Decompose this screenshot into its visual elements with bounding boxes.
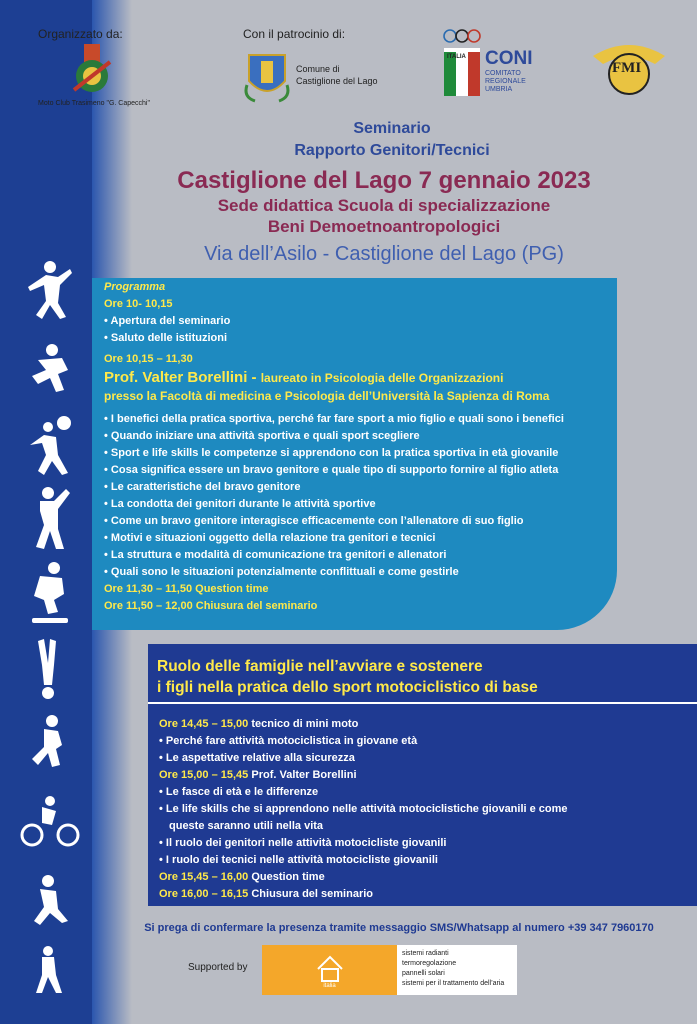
comune-crest-icon	[243, 45, 291, 105]
skier-silhouette-icon	[34, 875, 68, 925]
coni-title: CONI	[485, 48, 533, 69]
afternoon-divider	[148, 702, 697, 704]
afternoon-item: • Le life skills che si apprendono nelle attività motociclistiche giovanili e come	[159, 801, 689, 818]
afternoon-time4: Ore 16,00 – 16,15	[159, 888, 249, 900]
program-time4: Ore 11,50 – 12,00	[104, 600, 193, 612]
afternoon-time4-label: Chiusura del seminario	[251, 888, 374, 900]
comune-line1: Comune di	[296, 64, 340, 74]
topic-item: • Le caratteristiche del bravo genitore	[104, 479, 612, 496]
topic-item: • La condotta dei genitori durante le attività sportive	[104, 496, 612, 513]
title-beni: Beni Demoetnoantropologici	[267, 217, 501, 236]
program-item: • Apertura del seminario	[104, 313, 612, 330]
title-seminario: Seminario	[353, 120, 431, 137]
skater-silhouette-icon	[32, 344, 68, 392]
afternoon-time3: Ore 15,45 – 16,00	[159, 871, 249, 883]
afternoon-item-cont: queste saranno utili nella vita	[169, 820, 324, 832]
afternoon-time1: Ore 14,45 – 15,00	[159, 718, 249, 730]
confirm-text: Si prega di confermare la presenza tramite messaggio SMS/Whatsapp al numero +39 347 7960170	[144, 922, 654, 934]
afternoon-time2-label: Prof. Valter Borellini	[251, 769, 357, 781]
sponsor-line: pannelli solari	[402, 970, 445, 977]
program-heading: Programma	[104, 281, 166, 293]
afternoon-item: • Il ruolo dei genitori nelle attività motocicliste giovanili	[159, 835, 689, 852]
afternoon-time2: Ore 15,00 – 15,45	[159, 769, 249, 781]
sponsor-line: sistemi radianti	[402, 950, 449, 957]
sponsor-logo	[262, 945, 397, 995]
program-time2: Ore 10,15 – 11,30	[104, 353, 193, 365]
title-address: Via dell’Asilo - Castiglione del Lago (PG)	[204, 243, 564, 265]
cyclist-silhouette-icon	[22, 796, 78, 845]
organized-label: Organizzato da:	[38, 27, 123, 41]
comune-line2: Castiglione del Lago	[296, 76, 378, 86]
skateboard-silhouette-icon	[32, 562, 68, 623]
program-time1: Ore 10- 10,15	[104, 298, 173, 310]
afternoon-item: • I ruolo dei tecnici nelle attività motocicliste giovanili	[159, 852, 689, 869]
karate-silhouette-icon	[28, 261, 72, 319]
coni-line3: UMBRIA	[485, 86, 513, 93]
sponsor-line: termoregolazione	[402, 960, 457, 967]
program-item: • Saluto delle istituzioni	[104, 330, 612, 347]
fmi-label: FMI	[612, 60, 642, 76]
topic-item: • Quando iniziare una attività sportiva e quali sport scegliere	[104, 428, 612, 445]
basketball-silhouette-icon	[30, 416, 71, 475]
afternoon-heading1: Ruolo delle famiglie nell’avviare e sostenere	[157, 658, 483, 675]
afternoon-item: • Le fasce di età e le differenze	[159, 784, 689, 801]
topic-item: • Motivi e situazioni oggetto della relazione tra genitori e tecnici	[104, 530, 612, 547]
speaker-desc: laureato in Psicologia delle Organizzazioni	[260, 371, 504, 385]
program-time3-label: Question time	[195, 583, 269, 595]
title-rapporto: Rapporto Genitori/Tecnici	[294, 142, 490, 159]
sponsor-box	[262, 945, 517, 995]
afternoon-time1-label: tecnico di mini moto	[251, 718, 359, 730]
walker-silhouette-icon	[36, 946, 62, 993]
sponsor-name: italia	[323, 983, 336, 989]
coni-italia-logo	[442, 28, 482, 98]
afternoon-heading2: i figli nella pratica dello sport motociclistico di base	[157, 679, 538, 696]
athlete-silhouettes	[18, 255, 88, 995]
gymnast-silhouette-icon	[38, 639, 56, 699]
topic-item: • Come un bravo genitore interagisce efficacemente con l’allenatore di suo figlio	[104, 513, 612, 530]
topic-item: • La struttura e modalità di comunicazione tra genitori e allenatori	[104, 547, 612, 564]
afternoon-item: • Perché fare attività motociclistica in giovane età	[159, 733, 689, 750]
afternoon-item: • Le aspettative relative alla sicurezza	[159, 750, 689, 767]
speaker-name: Prof. Valter Borellini -	[104, 369, 257, 386]
title-sede: Sede didattica Scuola di specializzazione	[217, 196, 551, 215]
title-location-date: Castiglione del Lago 7 gennaio 2023	[177, 167, 591, 194]
coni-line2: REGIONALE	[485, 78, 526, 85]
patronage-label: Con il patrocinio di:	[243, 27, 346, 41]
speaker-desc2: presso la Facoltà di medicina e Psicologia dell’Università la Sapienza di Roma	[104, 389, 550, 403]
runner-silhouette-icon	[32, 715, 62, 767]
topic-item: • Cosa significa essere un bravo genitore e quale tipo di supporto fornire al figlio atleta	[104, 462, 612, 479]
topic-item: • I benefici della pratica sportiva, perché far fare sport a mio figlio e quali sono i benefici	[104, 411, 612, 428]
martial-arts-silhouette-icon	[36, 487, 70, 549]
coni-line1: COMITATO	[485, 70, 521, 77]
program-time4-label: Chiusura del seminario	[195, 600, 318, 612]
moto-club-logo	[62, 42, 122, 98]
italia-label: ITALIA	[447, 54, 466, 60]
afternoon-time3-label: Question time	[251, 871, 325, 883]
topic-item: • Quali sono le situazioni potenzialmente conflittuali e come gestirle	[104, 564, 612, 581]
organizer-name: Moto Club Trasimeno "G. Capecchi"	[38, 100, 150, 107]
program-time3: Ore 11,30 – 11,50	[104, 583, 193, 595]
sponsor-line: sistemi per il trattamento dell’aria	[402, 980, 505, 987]
topic-item: • Sport e life skills le competenze si apprendono con la pratica sportiva in età giovanile	[104, 445, 612, 462]
supported-by-label: Supported by	[188, 962, 248, 973]
